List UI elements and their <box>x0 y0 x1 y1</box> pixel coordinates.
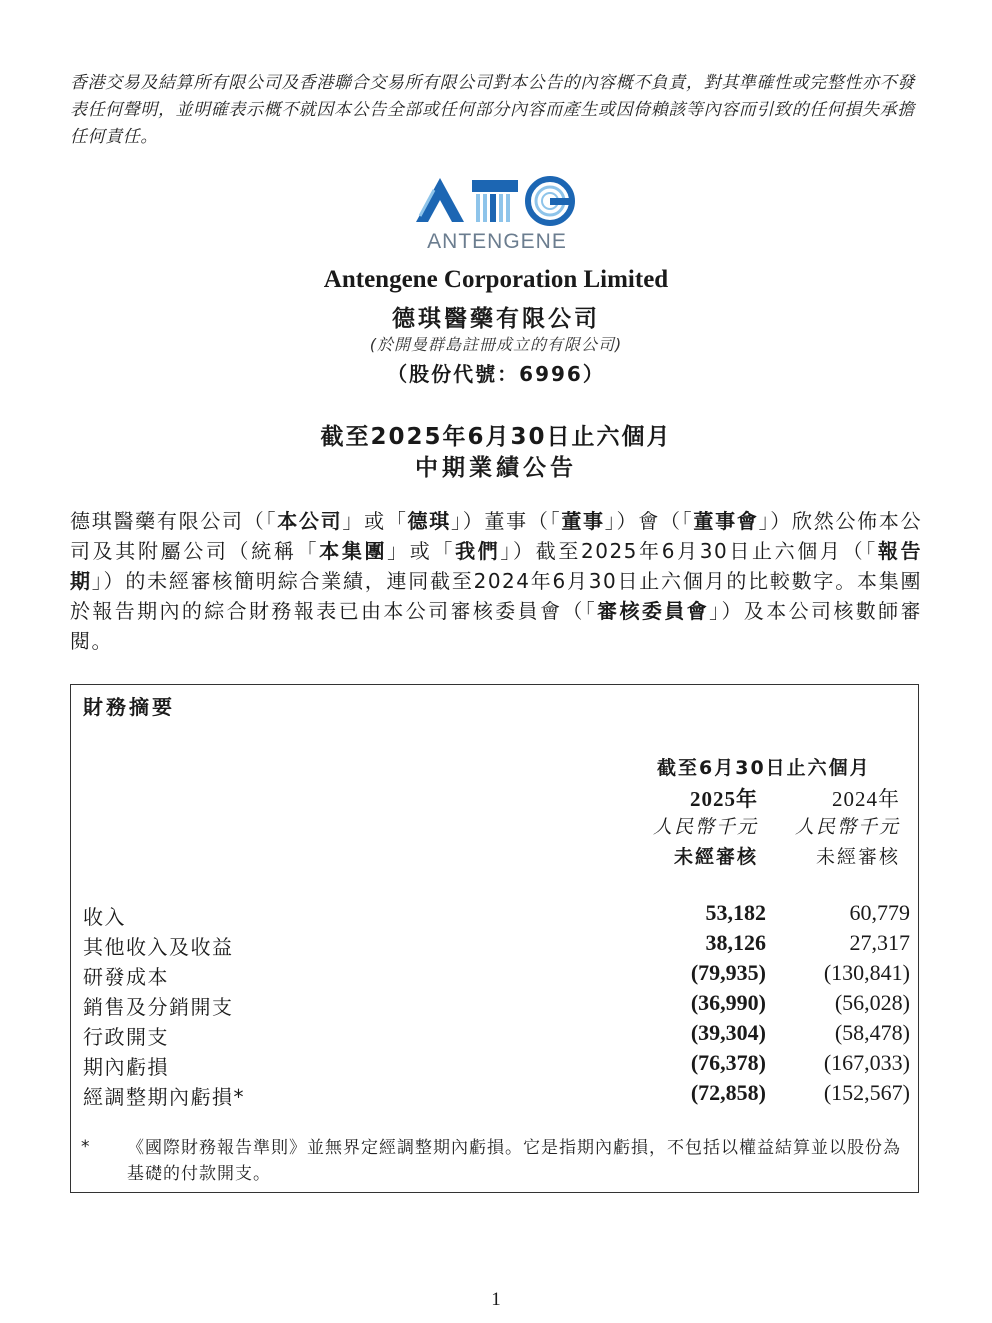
row-label: 期內虧損 <box>83 1055 169 1079</box>
table-row <box>71 989 918 1019</box>
intro-term: 董事會 <box>693 509 759 533</box>
company-logo <box>414 176 580 256</box>
table-row <box>71 1019 918 1049</box>
intro-text: 德琪醫藥有限公司（「 <box>70 509 278 533</box>
intro-term: 本公司 <box>277 509 343 533</box>
row-value-prior: 60,779 <box>849 900 910 925</box>
intro-paragraph <box>70 506 922 656</box>
company-registration: (於開曼群島註冊成立的有限公司) <box>369 335 623 354</box>
row-label: 行政開支 <box>83 1025 169 1049</box>
announcement-title: 中期業績公告 <box>415 455 577 481</box>
intro-text: 」或「 <box>342 509 408 533</box>
table-row <box>71 899 918 929</box>
page-number: 1 <box>491 1289 501 1310</box>
financial-summary-title: 財務摘要 <box>83 695 175 719</box>
row-value-current: (76,378) <box>690 1050 766 1075</box>
row-value-prior: (58,478) <box>834 1020 910 1045</box>
intro-term: 董事 <box>561 509 605 533</box>
row-value-prior: 27,317 <box>849 930 910 955</box>
footnote-marker: * <box>81 1137 90 1157</box>
intro-term: 我們 <box>455 539 501 563</box>
row-value-current: (39,304) <box>690 1020 766 1045</box>
footnote-text: 《國際財務報告準則》並無界定經調整期內虧損。它是指期內虧損，不包括以權益結算並以股份為基礎的付款開支。 <box>127 1138 901 1184</box>
table-row <box>71 1049 918 1079</box>
stock-code: （股份代號：6996） <box>387 362 605 386</box>
intro-text: 」）董事（「 <box>451 509 562 533</box>
row-value-current: (79,935) <box>690 960 766 985</box>
year-current-header: 2025年 <box>690 787 758 811</box>
intro-term: 德琪 <box>407 509 451 533</box>
row-value-current: (36,990) <box>690 990 766 1015</box>
row-label: 銷售及分銷開支 <box>83 995 234 1019</box>
table-row <box>71 929 918 959</box>
intro-text: 」）欣然公佈本公司及其附屬公司（統稱「 <box>70 509 923 563</box>
announcement-title-period: 截至2025年6月30日止六個月 <box>320 424 672 450</box>
year-prior-header: 2024年 <box>832 787 900 811</box>
intro-text: 」）截至2025年6月30日止六個月（「 <box>500 539 878 563</box>
row-label: 經調整期內虧損* <box>83 1085 245 1109</box>
period-header: 截至6月30日止六個月 <box>657 757 871 779</box>
row-value-prior: (167,033) <box>823 1050 910 1075</box>
disclaimer: 香港交易及結算所有限公司及香港聯合交易所有限公司對本公告的內容概不負責，對其準確性或完整性亦不發表任何聲明，並明確表示概不就因本公告全部或任何部分內容而產生或因倚賴該等內容而引致的任何損失承擔任何責任。 <box>70 73 915 147</box>
company-name-en: Antengene Corporation Limited <box>323 266 669 293</box>
intro-text: 」）會（「 <box>604 509 694 533</box>
company-name-zh: 德琪醫藥有限公司 <box>392 306 600 332</box>
table-row <box>71 959 918 989</box>
intro-term: 本集團 <box>319 539 388 563</box>
intro-text: 」或「 <box>387 539 456 563</box>
financial-rows <box>71 899 918 1109</box>
audit-current-header: 未經審核 <box>673 846 758 868</box>
intro-term: 審核委員會 <box>597 599 710 623</box>
logo-wordmark: ANTENGENE <box>427 230 567 253</box>
atg-logo-icon <box>414 176 580 226</box>
table-row <box>71 1079 918 1109</box>
row-value-current: 53,182 <box>705 900 766 925</box>
row-value-prior: (130,841) <box>823 960 910 985</box>
row-label: 收入 <box>83 905 126 929</box>
row-value-prior: (152,567) <box>823 1080 910 1105</box>
intro-text: 」）的未經審核簡明綜合業績，連同截至2024年6月30日止六個月的比較數字。本集團於報告期內的綜合財務報表已由本公司審核委員會（「 <box>70 569 923 623</box>
row-value-prior: (56,028) <box>834 990 910 1015</box>
audit-prior-header: 未經審核 <box>815 846 900 868</box>
currency-current-header: 人民幣千元 <box>652 816 758 838</box>
currency-prior-header: 人民幣千元 <box>794 816 900 838</box>
row-value-current: (72,858) <box>690 1080 766 1105</box>
intro-term: 報告期 <box>70 539 923 593</box>
row-label: 研發成本 <box>83 965 169 989</box>
intro-text: 」）及本公司核數師審閱。 <box>70 599 923 653</box>
row-label: 其他收入及收益 <box>83 935 234 959</box>
row-value-current: 38,126 <box>705 930 766 955</box>
financial-summary-box <box>70 684 919 1193</box>
